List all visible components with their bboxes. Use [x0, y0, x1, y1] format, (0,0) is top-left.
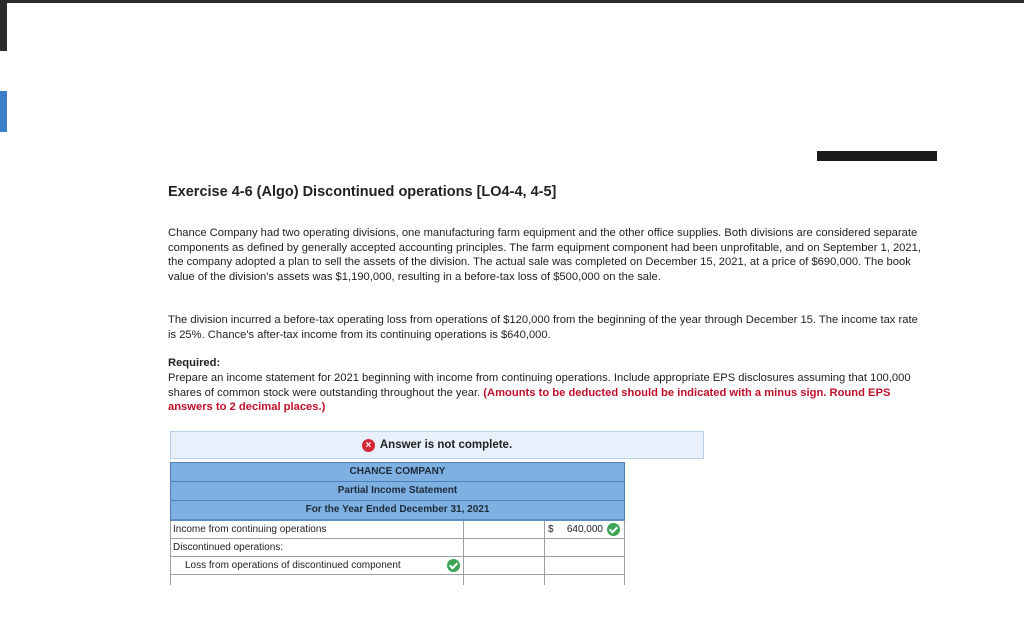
required-paragraph [168, 371, 928, 415]
check-circle-icon [447, 559, 460, 572]
amount-value: 640,000 [566, 524, 603, 535]
exercise-title: Exercise 4-6 (Algo) Discontinued operations [LO4-4, 4-5] [168, 184, 557, 200]
side-tab-dark [0, 3, 7, 51]
side-tab-active[interactable] [0, 91, 7, 132]
top-bar [0, 0, 1024, 3]
row-label: Income from continuing operations [173, 524, 327, 535]
check-circle-icon [607, 523, 620, 536]
statement-title: Partial Income Statement [170, 482, 625, 501]
required-instruction: (Amounts to be deducted should be indicated with a minus sign. Round EPS answers to 2 decimal places.) [168, 386, 891, 414]
problem-paragraph-1: Chance Company had two operating divisions, one manufacturing farm equipment and the other office supplies. Both divisions are considered separate components as defined by generally accepted accounting principles. The farm equipment component had been unprofitable, and on September 1, 2021, the company adopted a plan to sell the assets of the division. The actual sale was completed on December 15, 2021, at a price of $690,000. The book value of the division's assets was $1,190,000, resulting in a before-tax loss of $500,000 on the sale. [168, 227, 921, 283]
table-row-partial [170, 575, 625, 585]
problem-paragraph-2: The division incurred a before-tax operating loss from operations of $120,000 from the beginning of the year through December 15. The income tax rate is 25%. Chance's after-tax income from its continuing operations is $640,000. [168, 314, 918, 341]
income-statement-table [170, 462, 625, 585]
answer-status-text: Answer is not complete. [379, 439, 513, 451]
table-row [170, 539, 625, 557]
required-heading: Required: [168, 357, 221, 369]
amount-cell[interactable] [545, 575, 625, 585]
answer-status-banner [170, 431, 704, 459]
statement-period: For the Year Ended December 31, 2021 [170, 501, 625, 521]
currency-symbol: $ [548, 524, 554, 535]
redacted-text [817, 151, 937, 161]
x-circle-icon: × [362, 439, 375, 452]
middle-amount-cell[interactable] [464, 521, 545, 539]
middle-amount-cell[interactable] [464, 575, 545, 585]
middle-amount-cell[interactable] [464, 557, 545, 575]
table-row [170, 521, 625, 539]
row-label: Loss from operations of discontinued component [185, 560, 401, 571]
amount-cell[interactable] [545, 539, 625, 557]
statement-company: CHANCE COMPANY [170, 462, 625, 482]
row-label: Discontinued operations: [173, 542, 284, 553]
amount-cell[interactable] [545, 557, 625, 575]
table-row [170, 557, 625, 575]
label-cell[interactable] [170, 575, 464, 585]
middle-amount-cell[interactable] [464, 539, 545, 557]
required-text: Prepare an income statement for 2021 beginning with income from continuing operations. Include appropriate EPS disclosures assuming that 100,000 shares of common stock were outstanding throughout the year. [168, 372, 911, 399]
